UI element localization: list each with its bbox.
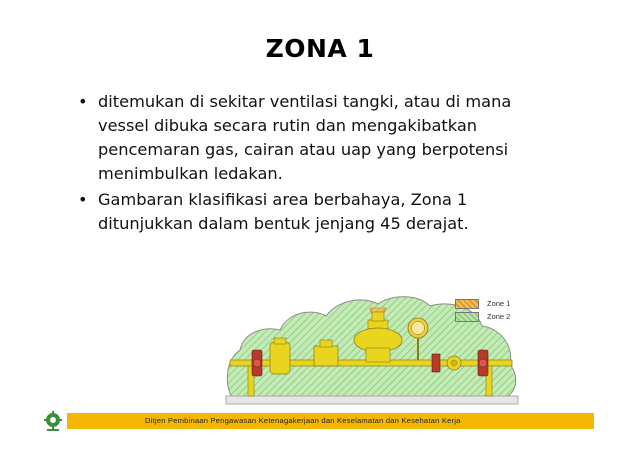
ministry-logo-icon [42,410,64,432]
filter-unit [270,338,290,374]
legend-label: Zone 2 [487,312,511,321]
legend-item-zone2 [455,311,510,322]
zone1-swatch [455,299,479,309]
footer-text: Ditjen Pembinaan Pengawasan Ketenagakerjaan dan Keselamatan dan Kesehatan Kerja [145,416,461,425]
valve-left [252,350,262,376]
ground-slab [226,396,518,404]
bullet-item [78,90,558,186]
bullet-item [78,188,558,236]
legend-item-zone1 [455,298,510,309]
bullet-text: ditemukan di sekitar ventilasi tangki, atau di mana vessel dibuka secara rutin dan mengakibatkan pencemaran gas, cairan atau uap yang berpotensi menimbulkan ledakan. [98,92,512,183]
legend-label: Zone 1 [487,299,511,308]
valve-right [478,350,488,376]
valve-mid [432,354,440,372]
diagram-legend [455,298,510,324]
slide-title: ZONA 1 [265,34,375,63]
bullet-marker: • [78,92,88,111]
bullet-marker: • [78,190,88,209]
flow-meter [447,356,461,370]
zone2-swatch [455,312,479,322]
bullet-text: Gambaran klasifikasi area berbahaya, Zona 1 ditunjukkan dalam bentuk jenjang 45 derajat. [98,190,469,233]
bullet-list [78,90,558,238]
footer-bar [67,413,594,429]
